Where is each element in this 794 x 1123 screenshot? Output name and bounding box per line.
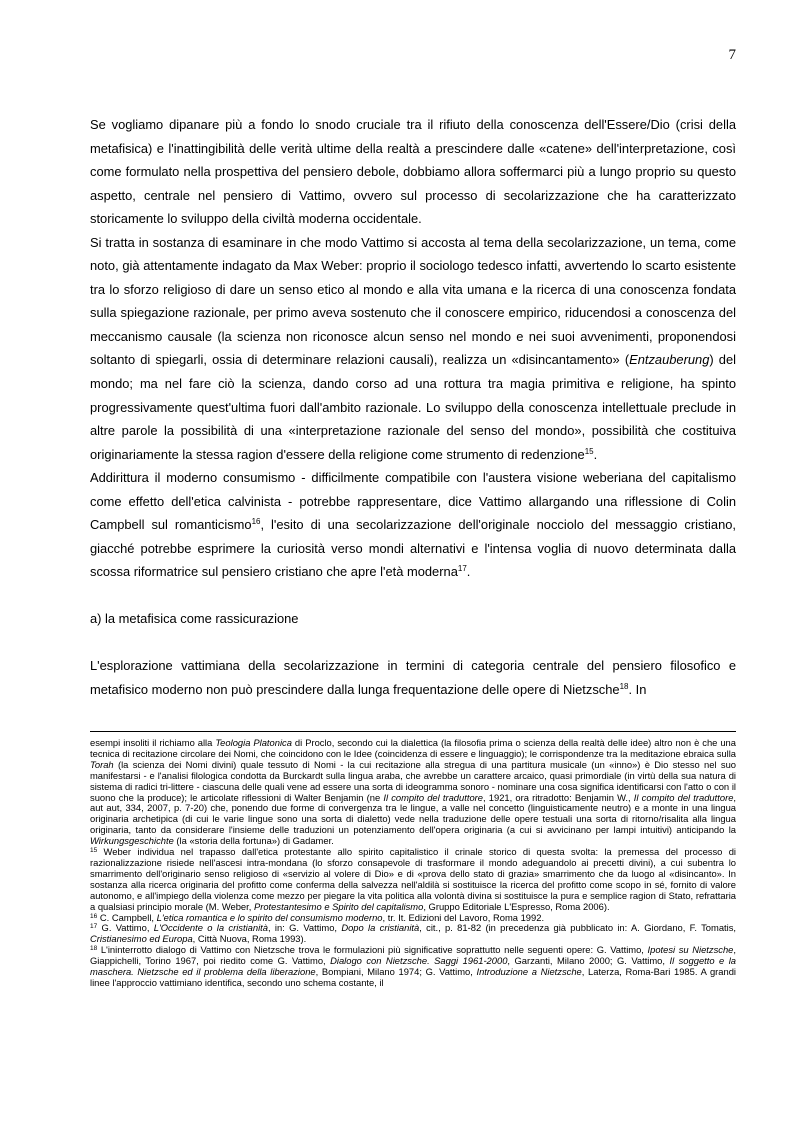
text-run: ) del mondo; ma nel fare ciò la scienza, dando corso ad una rottura tra magia primitiva e religione, ha spinto progressivamente quest'ultima fuori dall'ambito razionale. Lo sviluppo della conoscenza intellettuale preclude in altre parole la possibilità di una «interpretazione razionale del senso del mondo», possibilità che costituiva originariamente la stessa ragion d'essere della religione come strumento di redenzione — [90, 352, 737, 462]
footnote-ref-18[interactable]: 18 — [619, 682, 629, 692]
text-run: (la scienza dei Nomi divini) quale tessuto di Nomi - la cui recitazione alla stregua di una partitura musicale (un «inno») è Dio stesso nel suo manifestarsi - e l'analisi filologica condotta da Burckardt sulla lingua araba, che avrebbe un carattere arcaico, quasi primordiale (in virtù della sua natura di sistema di radici tri-littere - ciascuna delle quali vene ad essere una sorta di ideogramma sonoro - nominare una cosa significa identificarsi con l'atto o con il suono che la produce); le articolate riflessioni di Walter Benjamin (ne — [90, 758, 736, 803]
italic-title: Wirkungsgeschichte — [90, 835, 174, 847]
text-run: , Laterza, Roma-Bari 1985. A grandi linee l'approccio vattimiano identifica, secondo uno schema costante, il — [90, 966, 737, 988]
footnotes — [90, 738, 736, 989]
text-run: , aut aut, 334, 2007, p. 7-20) che, ponendo due forme di convergenza tra le lingue, a valle nel concetto (linguisticamente neutro) e a monte in una lingua originaria archetipica (di cui le varie lingue sono una sorta di dialetto) vede nella traduzione delle opere testuali una sorta di ritorno/risalita alla lingua originaria, tanto da considerare l'insieme delle traduzioni un potenziamento dell'opera originaria (a cui si avvicinano per lampi intuitivi) anticipando la — [90, 791, 737, 836]
text-run: Addirittura il moderno consumismo - difficilmente compatibile con l'austera visione weberiana del capitalismo come effetto dell'etica calvinista - potrebbe rappresentare, dice Vattimo allargando una riflessione di Colin Campbell sul romanticismo — [90, 470, 736, 533]
text-run: . In — [628, 682, 647, 698]
text-run: . — [593, 446, 598, 462]
italic-title: Dialogo con Nietzsche. Saggi 1961-2000 — [330, 955, 508, 967]
text-run: Weber individua nel trapasso dall'etica protestante allo spirito capitalistico il crinale storico di questa svolta: la premessa del processo di razionalizzazione risiede nell'ascesi intra-mondana (lo sforzo consapevole di trasformare il mondo adeguandolo ai precetti divini), a cui subentra lo smarrimento dell'originario senso religioso di «servizio al volere di Dio» e di «prova dello stato di grazia» smarrimento che da luogo al «disincanto». In sostanza alla ricerca originaria del profitto come conferma della salvezza nell'aldilà si sostituisce la ricerca del profitto come scopo in sé, fornito di valore autonomo, e all'impiego della violenza come mezzo per piegare la vita politica alla volontà divina si sostituisce la pura e semplice ragion di Stato, refrattaria a qualsiasi principio morale (M. Weber, — [90, 846, 736, 912]
footnote-18 — [90, 945, 736, 989]
text-run: C. Campbell, — [97, 911, 157, 923]
footnote-number: 15 — [90, 847, 98, 855]
italic-title: L'etica romantica e lo spirito del consumismo moderno — [156, 911, 383, 923]
text-run: . — [466, 564, 471, 580]
italic-title: Dopo la cristianità — [341, 922, 420, 934]
page-number: 7 — [728, 47, 736, 63]
italic-title: Protestantesimo e Spirito del capitalismo — [253, 900, 424, 912]
paragraph-nietzsche — [90, 654, 736, 701]
italic-title: Cristianesimo ed Europa — [90, 933, 193, 945]
text-run: L'esplorazione vattimiana della secolarizzazione in termini di categoria centrale del pensiero filosofico e metafisico moderno non può prescindere dalla lunga frequentazione delle opere di Nietzsche — [90, 658, 736, 698]
footnote-17 — [90, 923, 736, 945]
paragraph-weber — [90, 231, 736, 466]
italic-title: Il compito del traduttore — [633, 791, 734, 803]
text-run: di Proclo, secondo cui la dialettica (la filosofia prima o scienza della realtà delle idee) altro non è che una tecnica di recitazione circolare dei Nomi, che coincidono con le Idee (coincidenza di essere e linguaggio); le corrispondenze tra la meditazione ebraica sulla — [90, 737, 736, 759]
text-run: , in: G. Vattimo, — [268, 922, 342, 934]
text-run: G. Vattimo, — [97, 922, 154, 934]
paragraph-text: Se vogliamo dipanare più a fondo lo snodo cruciale tra il rifiuto della conoscenza dell'Essere/Dio (crisi della metafisica) e l'inattingibilità delle verità ultime della realtà a prescindere dalle «catene» dell'interpretazione, così come formulato nella prospettiva del pensiero debole, dobbiamo allora soffermarci più a lungo proprio su questo aspetto, centrale nel pensiero di Vattimo, ovvero sul processo di secolarizzazione che ha caratterizzato storicamente lo sviluppo della civiltà moderna occidentale. — [90, 117, 736, 227]
text-run: Si tratta in sostanza di esaminare in che modo Vattimo si accosta al tema della secolarizzazione, un tema, come noto, già attentamente indagato da Max Weber: proprio il sociologo tedesco infatti, avvertendo lo scarto esistente tra lo sforzo religioso di dare un senso etico al mondo e alla vita umana e la ricerca di una conoscenza fondata sulla spiegazione razionale, per primo aveva sostenuto che il conoscere empirico, riducendosi a conoscenza del meccanismo causale (la scienza non riconosce alcun senso nel mondo e nei suoi avvenimenti, proponendosi soltanto di spiegarli, ossia di determinare relazioni causali), realizza un «disincantamento» ( — [90, 234, 736, 368]
text-run: L'ininterrotto dialogo di Vattimo con Nietzsche trova le formulazioni più significative soprattutto nelle seguenti opere: G. Vattimo, — [97, 944, 648, 956]
footnote-ref-16[interactable]: 16 — [251, 517, 261, 527]
text-run: , 1921, ora ritradotto: Benjamin W., — [483, 791, 634, 803]
italic-title: L'Occidente o la cristianità — [153, 922, 268, 934]
text-run: , Gruppo Editoriale L'Espresso, Roma 2006). — [423, 900, 610, 912]
italic-title: Ipotesi su Nietzsche — [647, 944, 734, 956]
paragraph-consumismo — [90, 466, 736, 584]
footnote-ref-15[interactable]: 15 — [584, 446, 594, 456]
text-run: , Garzanti, Milano 2000; G. Vattimo, — [507, 955, 670, 967]
footnote-number: 16 — [90, 912, 98, 920]
body-text — [90, 113, 736, 702]
text-run: (la «storia della fortuna») di Gadamer. — [173, 835, 334, 847]
text-run: , tr. It. Edizioni del Lavoro, Roma 1992. — [382, 911, 545, 923]
text-run: , Bompiani, Milano 1974; G. Vattimo, — [315, 966, 477, 978]
footnote-15 — [90, 847, 736, 912]
footnote-separator — [90, 731, 736, 732]
text-run: esempi insoliti il richiamo alla — [90, 737, 216, 748]
footnote-ref-17[interactable]: 17 — [457, 564, 467, 574]
italic-title: Teologia Platonica — [215, 737, 292, 748]
text-run: , Giappichelli, Torino 1967, poi riedito come G. Vattimo, — [90, 944, 736, 967]
footnote-continuation — [90, 738, 736, 847]
italic-title: Il compito del traduttore — [383, 791, 483, 803]
italic-title: Introduzione a Nietzsche — [476, 966, 582, 978]
section-heading: a) la metafisica come rassicurazione — [90, 611, 299, 627]
text-run: , l'esito di una secolarizzazione dell'originale nocciolo del messaggio cristiano, giacché potrebbe esprimere la curiosità verso mondi alternativi e l'intensa voglia di nuovo determinata dalla scossa riformatrice sul pensiero cristiano che apre l'età moderna — [90, 517, 736, 580]
italic-title: Torah — [90, 758, 114, 770]
text-run: , cit., p. 81-82 (in precedenza già pubblicato in: A. Giordano, F. Tomatis, — [419, 922, 737, 934]
italic-title: Il soggetto e la maschera. Nietzsche ed il problema della liberazione — [90, 955, 737, 978]
italic-term: Entzauberung — [629, 352, 710, 368]
footnote-number: 17 — [90, 923, 98, 931]
paragraph-secolarizzazione-intro — [90, 113, 736, 231]
footnote-number: 18 — [90, 945, 98, 953]
text-run: , Città Nuova, Roma 1993). — [192, 933, 307, 945]
